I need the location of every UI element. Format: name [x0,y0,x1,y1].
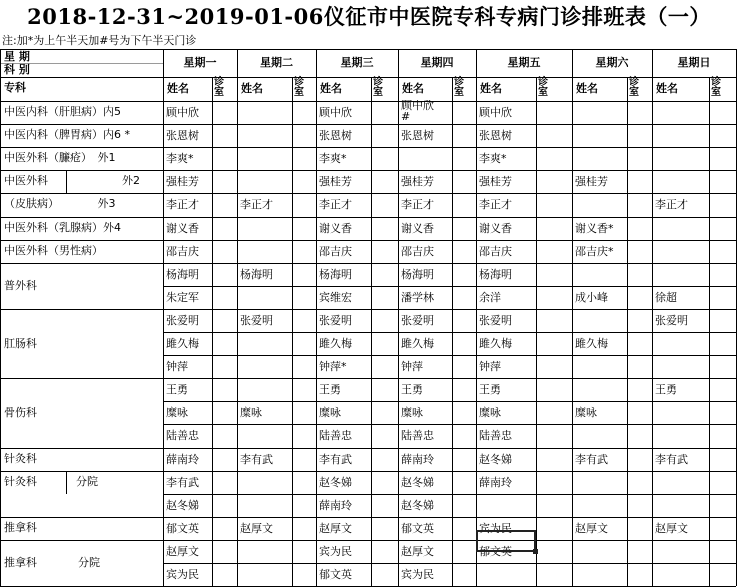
left-border [0,49,1,586]
name-header: 姓名 [402,82,424,95]
schedule-cell: 杨海明 [240,268,273,281]
schedule-cell: 王勇 [166,383,188,396]
schedule-cell: 糜咏 [319,406,341,419]
dept-row-border [0,147,163,148]
schedule-cell: 陆善忠 [166,429,199,442]
schedule-cell: 李有武 [240,453,273,466]
room-header: 诊室 [454,77,464,98]
schedule-cell: 成小峰 [575,291,608,304]
schedule-cell: 糜咏 [240,406,262,419]
schedule-cell: 钟萍 [166,360,188,373]
dept-skin: （皮肤病） 外3 [4,197,116,210]
day-column-border [572,49,573,586]
schedule-cell: 顾中欣 [319,106,352,119]
name-header: 姓名 [656,82,678,95]
schedule-cell: 李正才 [319,198,352,211]
schedule-cell: 邵吉庆 [319,245,352,258]
room-header: 诊室 [294,77,304,98]
room-header: 诊室 [538,77,548,98]
day-column-border [237,49,238,586]
schedule-cell: 宾为民 [401,568,434,581]
schedule-cell: 朱定军 [166,291,199,304]
schedule-cell: 余洋 [479,291,501,304]
schedule-cell: 谢义香 [479,222,512,235]
room-header: 诊室 [214,77,224,98]
schedule-row-border [163,378,736,379]
dept-breast: 中医外科（乳腺病）外4 [4,221,121,234]
schedule-cell: 赵厚文 [240,522,273,535]
corner-weekday-label: 星 期 [4,50,30,63]
schedule-cell: 李正才 [655,198,688,211]
schedule-cell: 李爽* [319,152,347,165]
schedule-cell: 钟萍 [401,360,423,373]
dept-ulcer: 中医外科（臁疮） 外1 [4,151,116,164]
dept-row-border [0,378,163,379]
header-mid-border [0,77,736,78]
schedule-cell: 赵厚文 [166,545,199,558]
schedule-cell: 郁文英 [401,522,434,535]
schedule-row-border [163,471,736,472]
dept-row-border [0,193,163,194]
schedule-cell: 薛南玲 [479,476,512,489]
schedule-cell: 张爱明 [655,314,688,327]
schedule-cell: 薛南玲 [166,453,199,466]
schedule-cell: 潘学林 [401,291,434,304]
schedule-row-border [163,193,736,194]
schedule-row-border [163,147,736,148]
schedule-cell: 李爽* [479,152,507,165]
dept-row-border [0,124,163,125]
dept-row-border [0,540,163,541]
fill-handle[interactable] [533,549,538,554]
dept-row-border [0,448,163,449]
schedule-cell: 邵吉庆 [479,245,512,258]
schedule-cell: 李有武 [655,453,688,466]
schedule-cell: 顾中欣 # [401,100,434,122]
schedule-cell: 雎久梅 [575,337,608,350]
dept-surgery-room: 外2 [122,174,140,187]
schedule-cell: 陆善忠 [479,429,512,442]
dept-row-border [0,240,163,241]
dept-inner-divider [66,170,67,193]
schedule-cell: 强桂芳 [575,175,608,188]
day-header: 星期五 [507,56,541,69]
schedule-cell: 雎久梅 [479,337,512,350]
schedule-cell: 张爱明 [166,314,199,327]
header-bottom-border [0,101,736,102]
schedule-cell: 李有武 [319,453,352,466]
schedule-row-border [163,401,736,402]
schedule-cell: 郁文英 [479,545,512,558]
schedule-cell: 杨海明 [479,268,512,281]
schedule-cell: 张爱明 [319,314,352,327]
name-header: 姓名 [167,82,189,95]
schedule-cell: 赵冬娣 [319,476,352,489]
schedule-row-border [163,286,736,287]
schedule-row-border [163,540,736,541]
schedule-cell: 顾中欣 [166,106,199,119]
schedule-cell: 谢义香 [319,222,352,235]
schedule-cell: 王勇 [401,383,423,396]
day-header: 星期日 [677,56,711,69]
schedule-cell: 宾为民 [479,522,512,535]
schedule-cell: 李爽* [166,152,194,165]
schedule-cell: 赵冬娣 [166,499,199,512]
schedule-cell: 糜咏 [401,406,423,419]
selected-cell[interactable] [476,530,536,552]
schedule-row-border [163,448,736,449]
schedule-cell: 邵吉庆* [575,245,614,258]
schedule-note: 注:加*为上午半天加#号为下午半天门诊 [2,34,197,47]
day-column-border [476,49,477,586]
name-header: 姓名 [241,82,263,95]
schedule-cell: 郁文英 [166,522,199,535]
day-header: 星期六 [595,56,629,69]
schedule-cell: 宾为民 [166,568,199,581]
name-header: 姓名 [576,82,598,95]
schedule-cell: 王勇 [479,383,501,396]
schedule-cell: 强桂芳 [479,175,512,188]
schedule-cell: 强桂芳 [166,175,199,188]
dept-liver: 中医内科（肝胆病）内5 [4,105,121,118]
name-header: 姓名 [480,82,502,95]
schedule-cell: 张爱明 [401,314,434,327]
schedule-cell: 邵吉庆 [401,245,434,258]
dept-acupuncture-branch: 针灸科 [4,475,37,488]
day-header: 星期三 [340,56,374,69]
dept-row-border [0,170,163,171]
dept-surgery: 中医外科 [4,174,48,187]
schedule-cell: 郁文英 [319,568,352,581]
schedule-cell: 赵厚文 [401,545,434,558]
schedule-cell: 钟萍 [479,360,501,373]
name-header: 姓名 [320,82,342,95]
day-header: 星期一 [183,56,217,69]
dept-orthopedics: 骨伤科 [4,406,37,419]
day-column-border [652,49,653,586]
schedule-cell: 陆善忠 [319,429,352,442]
room-header: 诊室 [711,77,721,98]
dept-massage: 推拿科 [4,521,37,534]
schedule-cell: 钟萍* [319,360,347,373]
dept-acupuncture: 针灸科 [4,452,37,465]
dept-row-border [0,309,163,310]
schedule-cell: 王勇 [319,383,341,396]
schedule-cell: 谢义香 [401,222,434,235]
dept-row-border [0,217,163,218]
schedule-cell: 张爱明 [240,314,273,327]
schedule-cell: 糜咏 [479,406,501,419]
schedule-cell: 杨海明 [401,268,434,281]
dept-spleen: 中医内科（脾胃病）内6 * [4,128,130,141]
schedule-cell: 杨海明 [166,268,199,281]
corner-dept-label: 科 别 [4,63,30,76]
schedule-cell: 顾中欣 [479,106,512,119]
dept-row-border [0,471,163,472]
schedule-cell: 张爱明 [479,314,512,327]
schedule-cell: 赵冬娣 [479,453,512,466]
dept-branch-label: 分院 [78,556,100,569]
schedule-cell: 陆善忠 [401,429,434,442]
schedule-cell: 薛南玲 [319,499,352,512]
schedule-cell: 赵厚文 [655,522,688,535]
schedule-cell: 谢义香* [575,222,614,235]
schedule-cell: 徐超 [655,291,677,304]
dept-inner-divider [66,471,67,494]
schedule-cell: 谢义香 [166,222,199,235]
schedule-cell: 赵厚文 [319,522,352,535]
dept-branch-label: 分院 [76,475,98,488]
schedule-cell: 雎久梅 [166,337,199,350]
schedule-cell: 邵吉庆 [166,245,199,258]
schedule-row-border [163,263,736,264]
day-column-border [316,49,317,586]
schedule-cell: 宾维宏 [319,291,352,304]
specialty-header: 专科 [4,81,26,94]
dept-general-surgery: 普外科 [4,279,37,292]
schedule-cell: 张恩树 [479,129,512,142]
schedule-row-border [163,124,736,125]
schedule-row-border [163,424,736,425]
schedule-cell: 李有武 [166,476,199,489]
schedule-cell: 张恩树 [319,129,352,142]
schedule-cell: 强桂芳 [401,175,434,188]
schedule-cell: 雎久梅 [401,337,434,350]
schedule-row-border [163,563,736,564]
dept-male: 中医外科（男性病） [4,244,103,257]
schedule-cell: 赵厚文 [575,522,608,535]
schedule-row-border [163,517,736,518]
dept-anorectal: 肛肠科 [4,337,37,350]
schedule-row-border [163,240,736,241]
day-header: 星期二 [260,56,293,69]
schedule-cell: 李正才 [401,198,434,211]
schedule-row-border [163,494,736,495]
day-header: 星期四 [420,56,454,69]
schedule-cell: 王勇 [655,383,677,396]
schedule-row-border [163,309,736,310]
dept-row-border [0,263,163,264]
schedule-cell: 李正才 [166,198,199,211]
room-header: 诊室 [373,77,383,98]
schedule-cell: 赵冬娣 [401,499,434,512]
room-header: 诊室 [629,77,639,98]
schedule-row-border [163,332,736,333]
schedule-cell: 强桂芳 [319,175,352,188]
schedule-row-border [163,217,736,218]
schedule-cell: 张恩树 [401,129,434,142]
page-title: 2018-12-31~2019-01-06仪征市中医院专科专病门诊排班表（一） [27,4,711,29]
schedule-cell: 杨海明 [319,268,352,281]
schedule-cell: 雎久梅 [319,337,352,350]
schedule-cell: 张恩树 [166,129,199,142]
schedule-cell: 赵冬娣 [401,476,434,489]
dept-massage-branch: 推拿科 [4,556,37,569]
schedule-cell: 薛南玲 [401,453,434,466]
schedule-cell: 宾为民 [319,545,352,558]
dept-row-border [0,517,163,518]
schedule-row-border [163,355,736,356]
schedule-cell: 李正才 [479,198,512,211]
schedule-row-border [163,170,736,171]
day-column-border [736,49,737,586]
day-column-border [398,49,399,586]
schedule-cell: 糜咏 [575,406,597,419]
schedule-cell: 糜咏 [166,406,188,419]
day-column-border [163,49,164,586]
header-top-border [0,49,736,50]
schedule-cell: 李有武 [575,453,608,466]
schedule-cell: 李正才 [240,198,273,211]
